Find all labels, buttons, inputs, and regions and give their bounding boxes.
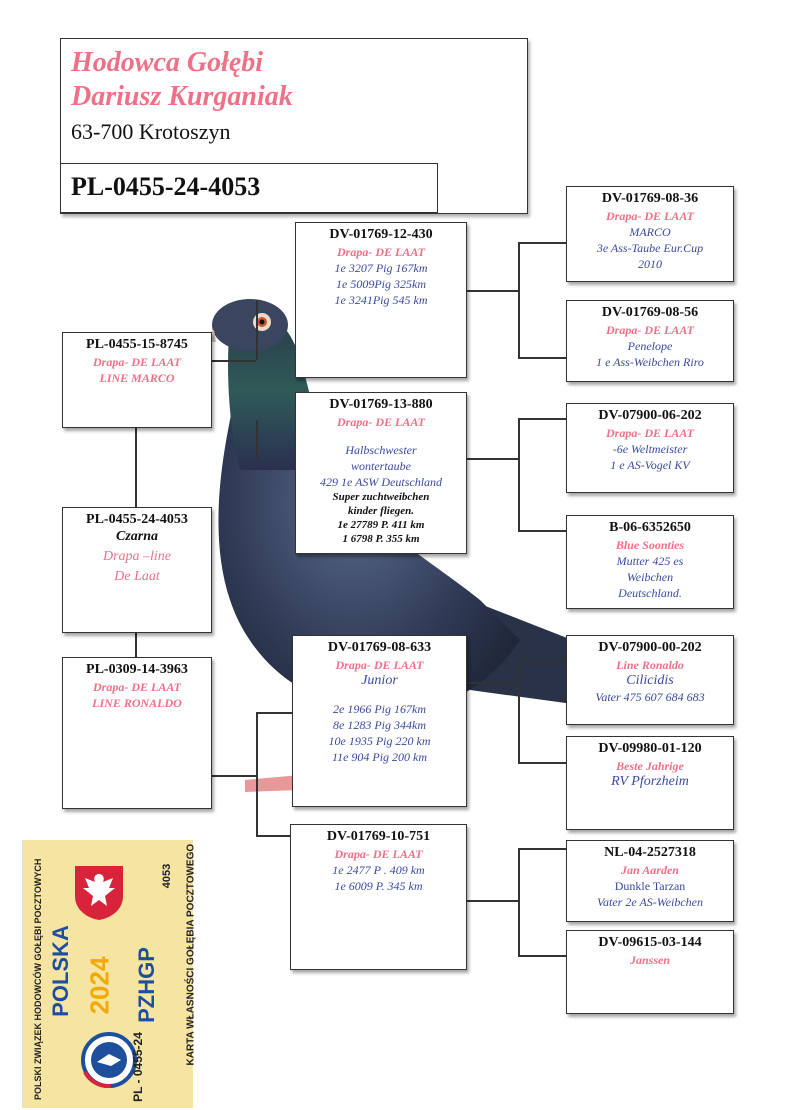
breeder-name: Dariusz Kurganiak (71, 81, 293, 112)
lineage-text: Drapa- DE LAAT (336, 245, 425, 259)
connector-line (135, 427, 137, 507)
pigeon-name: Junior (361, 673, 398, 688)
ring-number: NL-04-2527318 (604, 845, 696, 860)
pedigree-box-ssd (566, 300, 734, 382)
lineage-text: LINE MARCO (99, 371, 175, 385)
ring-number: PL-0455-24-4053 (86, 512, 188, 527)
connector-line (518, 662, 566, 664)
connector-line (518, 357, 566, 359)
connector-line (518, 242, 566, 244)
connector-line (466, 682, 518, 684)
result-text: 1e 5009Pig 325km (336, 277, 426, 291)
connector-line (210, 360, 256, 362)
result-text: wontertaube (351, 459, 411, 473)
connector-line (135, 633, 137, 657)
result-text: Halbschwester (345, 443, 417, 457)
pedigree-box-dam-sire (292, 635, 467, 807)
connector-line (210, 775, 256, 777)
lineage-text: Drapa- DE LAAT (92, 680, 181, 694)
result-text: 1 e AS-Vogel KV (610, 458, 690, 472)
pedigree-box-sdd (566, 515, 734, 609)
stamp-ring-suffix: 4053 (161, 863, 174, 889)
ring-number: B-06-6352650 (609, 520, 691, 535)
ring-number: PL-0455-15-8745 (86, 337, 188, 352)
result-text: 1 6798 P. 355 km (342, 533, 420, 545)
result-text: Dunkle Tarzan (614, 879, 686, 893)
pedigree-box-dam (62, 657, 212, 809)
lineage-text: Drapa- DE LAAT (605, 323, 694, 337)
connector-line (518, 955, 566, 957)
connector-line (518, 762, 566, 764)
ring-number: DV-01769-08-56 (601, 305, 699, 320)
pigeon-name: Janssen (629, 953, 670, 967)
result-text: 1 e Ass-Weibchen Riro (596, 355, 704, 369)
header-ring-box (60, 163, 438, 213)
pigeon-name: Jan Aarden (621, 863, 679, 877)
pedigree-box-sss (566, 186, 734, 282)
result-text: Weibchen (626, 570, 674, 584)
connector-line (518, 848, 566, 850)
result-text: Vater 475 607 684 683 (595, 690, 705, 704)
connector-line (518, 418, 566, 420)
ring-number: DV-09615-03-144 (598, 935, 702, 950)
pedigree-box-sire-sire (295, 222, 467, 378)
ring-number: DV-07900-00-202 (598, 640, 702, 655)
pedigree-box-sire (62, 332, 212, 428)
result-text: 1e 6009 P. 345 km (334, 879, 423, 893)
lineage-text: LINE RONALDO (92, 696, 182, 710)
stamp-card-title: KARTA WŁASNOŚCI GOŁĘBIA POCZTOWEGO (185, 843, 197, 1066)
ring-number: DV-07900-06-202 (598, 408, 702, 423)
ring-number: DV-01769-10-751 (326, 829, 431, 844)
breeder-city: 63-700 Krotoszyn (71, 119, 231, 144)
connector-line (256, 420, 258, 460)
result-text: 1e 3207 Pig 167km (334, 261, 428, 275)
pigeon-name: Cilicidis (626, 673, 674, 688)
lineage-text: Drapa- DE LAAT (336, 415, 425, 429)
lineage-text: Drapa- DE LAAT (605, 209, 694, 223)
pigeon-name: Czarna (115, 529, 159, 544)
pedigree-box-sds (566, 403, 734, 493)
pigeon-name: Penelope (627, 339, 673, 353)
connector-line (466, 458, 518, 460)
stamp-org: PZHGP (133, 947, 159, 1023)
connector-line (518, 662, 520, 762)
pedigree-box-dam-dam (290, 824, 467, 970)
lineage-text: Line Ronaldo (616, 658, 684, 672)
lineage-text: Drapa- DE LAAT (334, 847, 423, 861)
lineage-text: De Laat (114, 569, 160, 584)
connector-line (256, 835, 292, 837)
result-text: RV Pforzheim (611, 774, 689, 789)
connector-line (256, 712, 258, 836)
stamp-year: 2024 (84, 956, 115, 1015)
ring-number: DV-01769-13-880 (329, 397, 433, 412)
eagle-emblem-icon (69, 862, 129, 922)
pedigree-box-subject (62, 507, 212, 633)
result-text: 1e 27789 P. 411 km (337, 519, 425, 531)
stamp-org-line: POLSKI ZWIĄZEK HODOWCÓW GOŁĘBI POCZTOWYCH (33, 858, 43, 1100)
connector-line (466, 290, 518, 292)
result-text: 10e 1935 Pig 220 km (328, 734, 431, 748)
connector-line (518, 418, 520, 530)
result-text: -6e Weltmeister (612, 442, 688, 456)
result-text: 3e Ass-Taube Eur.Cup (596, 241, 704, 255)
connector-line (518, 848, 520, 955)
connector-line (518, 530, 566, 532)
ring-number: DV-01769-08-633 (327, 640, 432, 655)
pigeon-name: MARCO (629, 225, 671, 239)
connector-line (256, 300, 258, 360)
pedigree-box-dds (566, 840, 734, 922)
ownership-card (22, 840, 197, 1108)
connector-line (466, 900, 518, 902)
result-text: Vater 2e AS-Weibchen (597, 895, 703, 909)
connector-line (256, 712, 292, 714)
lineage-text: Beste Jahrige (616, 759, 684, 773)
lineage-text: Drapa- DE LAAT (605, 426, 694, 440)
breeder-title: Hodowca Gołębi (71, 47, 264, 78)
lineage-text: Drapa- DE LAAT (92, 355, 181, 369)
result-text: 1e 3241Pig 545 km (334, 293, 428, 307)
connector-line (518, 242, 520, 357)
pigeon-name: Blue Soonties (615, 538, 685, 552)
pedigree-box-dsd (566, 736, 734, 830)
lineage-text: Drapa –line (102, 549, 172, 564)
result-text: Mutter 425 es (616, 554, 684, 568)
header-ring-number: PL-0455-24-4053 (71, 172, 261, 201)
result-text: 1e 2477 P . 409 km (332, 863, 425, 877)
pedigree-box-sire-dam (295, 392, 467, 554)
result-text: 2e 1966 Pig 167km (333, 702, 426, 716)
result-text: 8e 1283 Pig 344km (333, 718, 426, 732)
pedigree-box-dss (566, 635, 734, 725)
result-text: 11e 904 Pig 200 km (331, 750, 428, 764)
lineage-text: Drapa- DE LAAT (335, 658, 424, 672)
result-text: 2010 (638, 257, 662, 271)
ring-number: DV-01769-08-36 (601, 191, 699, 206)
pedigree-box-ddd (566, 930, 734, 1014)
result-text: Super zuchtweibchen (332, 491, 430, 503)
ring-number: PL-0309-14-3963 (86, 662, 188, 677)
result-text: 429 1e ASW Deutschland (319, 475, 443, 489)
ring-number: DV-01769-12-430 (329, 227, 433, 242)
stamp-country: POLSKA (47, 925, 73, 1017)
breeder-header (60, 38, 528, 214)
result-text: Deutschland. (618, 586, 682, 600)
result-text: kinder fliegen. (348, 505, 414, 517)
stamp-ring: PL - 0455-24 (130, 1032, 145, 1102)
pzhgp-logo-icon (81, 1032, 137, 1088)
ring-number: DV-09980-01-120 (598, 741, 702, 756)
